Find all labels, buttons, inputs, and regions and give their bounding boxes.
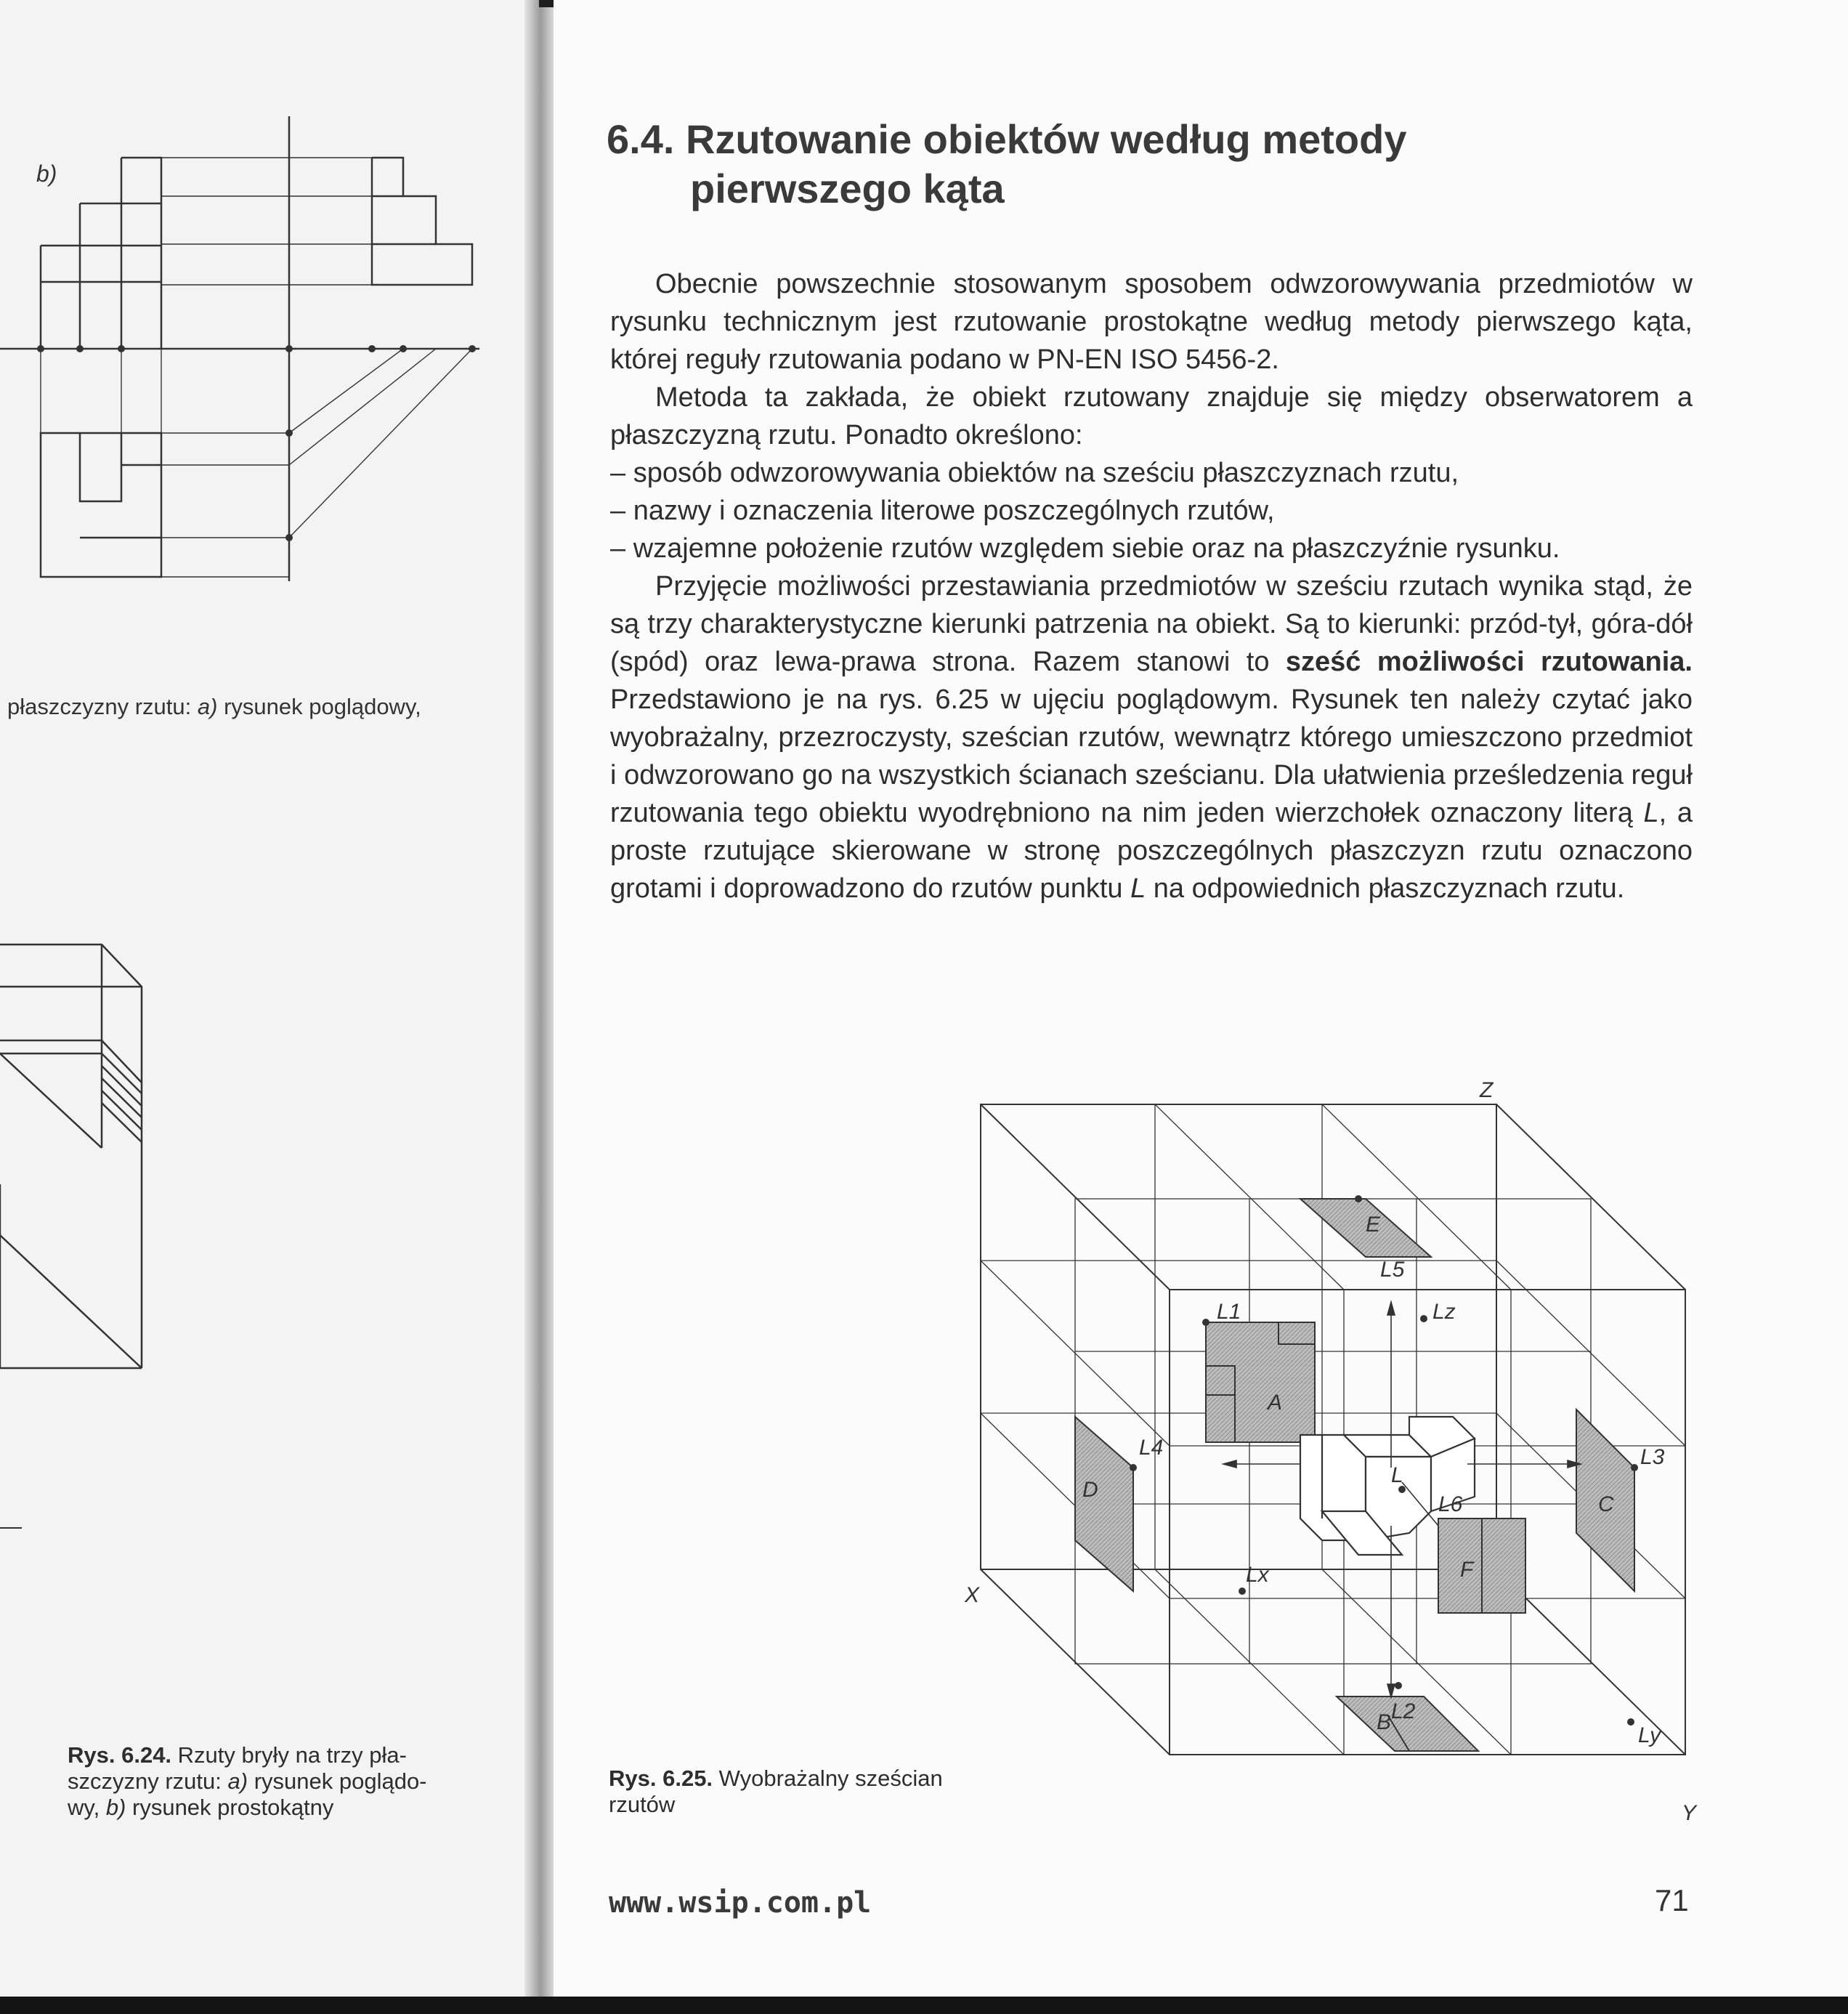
label-Lx: Lx <box>1246 1563 1269 1587</box>
figure-6-25 <box>959 1075 1722 1824</box>
caption-line-1 <box>68 1742 500 1768</box>
axis-x-label: X <box>965 1583 980 1607</box>
section-title-line-2: pierwszego kąta <box>690 166 1005 211</box>
figure-6-24b <box>0 102 508 596</box>
caption-fragment-rest: rysunek poglądowy, <box>217 694 421 719</box>
label-C: C <box>1598 1492 1614 1516</box>
figure-6-24-caption <box>68 1742 500 1821</box>
paragraph-3-part-2: Przedstawiono je na rys. 6.25 w ujęciu poglądowym. Rysunek ten należy czytać jako wyobrażalny, przezroczysty, sześcian rzutów, wewnątrz którego umieszczono przedmiot i odwzorowano go na wszystkich ścianach sześcianu. Dla ułatwienia prześledzenia reguł rzutowania tego obiektu wyodrębniono na nim jeden wierzchołek oznaczony literą <box>610 684 1693 828</box>
paragraph-3 <box>610 567 1693 907</box>
caption-line-2 <box>68 1768 500 1795</box>
figure-6-24a <box>0 908 189 1402</box>
figure-6-25-caption <box>609 1766 1016 1818</box>
list-item: – sposób odwzorowywania obiektów na sześciu płaszczyznach rzutu, <box>610 458 1459 488</box>
paragraph-2: Metoda ta zakłada, że obiekt rzutowany znajduje się między obserwatorem a płaszczyzną rzutu. Ponadto określono: <box>610 382 1693 450</box>
label-L4: L4 <box>1139 1436 1164 1460</box>
caption-text-1: Rzuty bryły na trzy pła- <box>171 1742 407 1768</box>
paragraph-3-emphasis: sześć możliwości rzutowania. <box>1285 647 1693 677</box>
section-title <box>607 115 1551 214</box>
axis-z-label: Z <box>1480 1078 1494 1102</box>
caption-text-3b: b) <box>105 1795 126 1820</box>
label-Ly: Ly <box>1638 1723 1661 1747</box>
paragraph-3-part-3: , a proste rzutujące skierowane w stronę poszczególnych płaszczyzn rzutu oznaczono grotami i doprowadzono do rzutów punktu <box>610 798 1693 904</box>
caption-line-1 <box>609 1766 1016 1792</box>
paragraph-3-part-4: na odpowiednich płaszczyznach rzutu. <box>1146 873 1625 904</box>
label-L1: L1 <box>1217 1300 1241 1324</box>
footer-url: www.wsip.com.pl <box>609 1886 872 1920</box>
caption-text-2b: rysunek poglądo- <box>248 1768 427 1794</box>
page-number: 71 <box>1655 1883 1689 1917</box>
caption-line-3 <box>68 1795 500 1821</box>
caption-text-3a: wy, <box>68 1795 106 1820</box>
axis-y-label: Y <box>1682 1801 1697 1824</box>
body-text <box>610 265 1693 907</box>
label-L3: L3 <box>1640 1445 1665 1469</box>
label-Lz: Lz <box>1432 1300 1456 1324</box>
label-L6: L6 <box>1438 1492 1463 1516</box>
projection-A <box>1206 1322 1315 1442</box>
caption-text-2: szczyzny rzutu: <box>68 1768 228 1794</box>
label-F: F <box>1460 1558 1474 1582</box>
label-L: L <box>1391 1463 1403 1487</box>
left-page <box>0 0 539 2014</box>
caption-line-2: rzutów <box>609 1792 676 1817</box>
projection-D <box>1075 1417 1133 1591</box>
label-A: A <box>1268 1391 1283 1415</box>
scan-bottom-edge <box>0 1997 1848 2014</box>
paragraph-3-part-1: Przyjęcie możliwości przestawiania przedmiotów w sześciu rzutach wynika stąd, że są trzy charakterystyczne kierunki patrzenia na obiekt. Są to kierunki: przód-tył, góra-dół (spód) oraz lewa-prawa strona. Razem stanowi to <box>610 571 1693 677</box>
paragraph-1: Obecnie powszechnie stosowanym sposobem odwzorowywania przedmiotów w rysunku technicznym jest rzutowanie prostokątne według metody pierwszego kąta, której reguły rzutowania podano w PN-EN ISO 5456-2. <box>610 269 1693 375</box>
figure-6-24-caption-fragment <box>7 694 421 720</box>
caption-number: Rys. 6.24. <box>68 1742 172 1768</box>
label-L5: L5 <box>1380 1258 1405 1282</box>
caption-text-1: Wyobrażalny sześcian <box>713 1766 943 1791</box>
paragraph-3-L2: L <box>1130 873 1146 904</box>
caption-text-3c: rysunek prostokątny <box>126 1795 334 1820</box>
paragraph-3-L: L <box>1643 798 1659 828</box>
list-item: – nazwy i oznaczenia literowe poszczególnych rzutów, <box>610 496 1275 526</box>
book-gutter <box>524 0 554 2014</box>
caption-fragment-main: płaszczyzny rzutu: <box>7 694 198 719</box>
figure-b-label: b) <box>36 161 57 187</box>
label-D: D <box>1082 1478 1098 1502</box>
caption-number: Rys. 6.25. <box>609 1766 713 1791</box>
label-B: B <box>1377 1710 1392 1734</box>
section-title-line-1: 6.4. Rzutowanie obiektów według metody <box>607 116 1407 162</box>
label-L2: L2 <box>1391 1699 1416 1723</box>
label-E: E <box>1366 1213 1381 1237</box>
left-dash <box>0 1526 29 1530</box>
list-item: – wzajemne położenie rzutów względem siebie oraz na płaszczyźnie rysunku. <box>610 533 1560 564</box>
caption-fragment-a: a) <box>197 694 218 719</box>
caption-text-2a: a) <box>227 1768 248 1794</box>
